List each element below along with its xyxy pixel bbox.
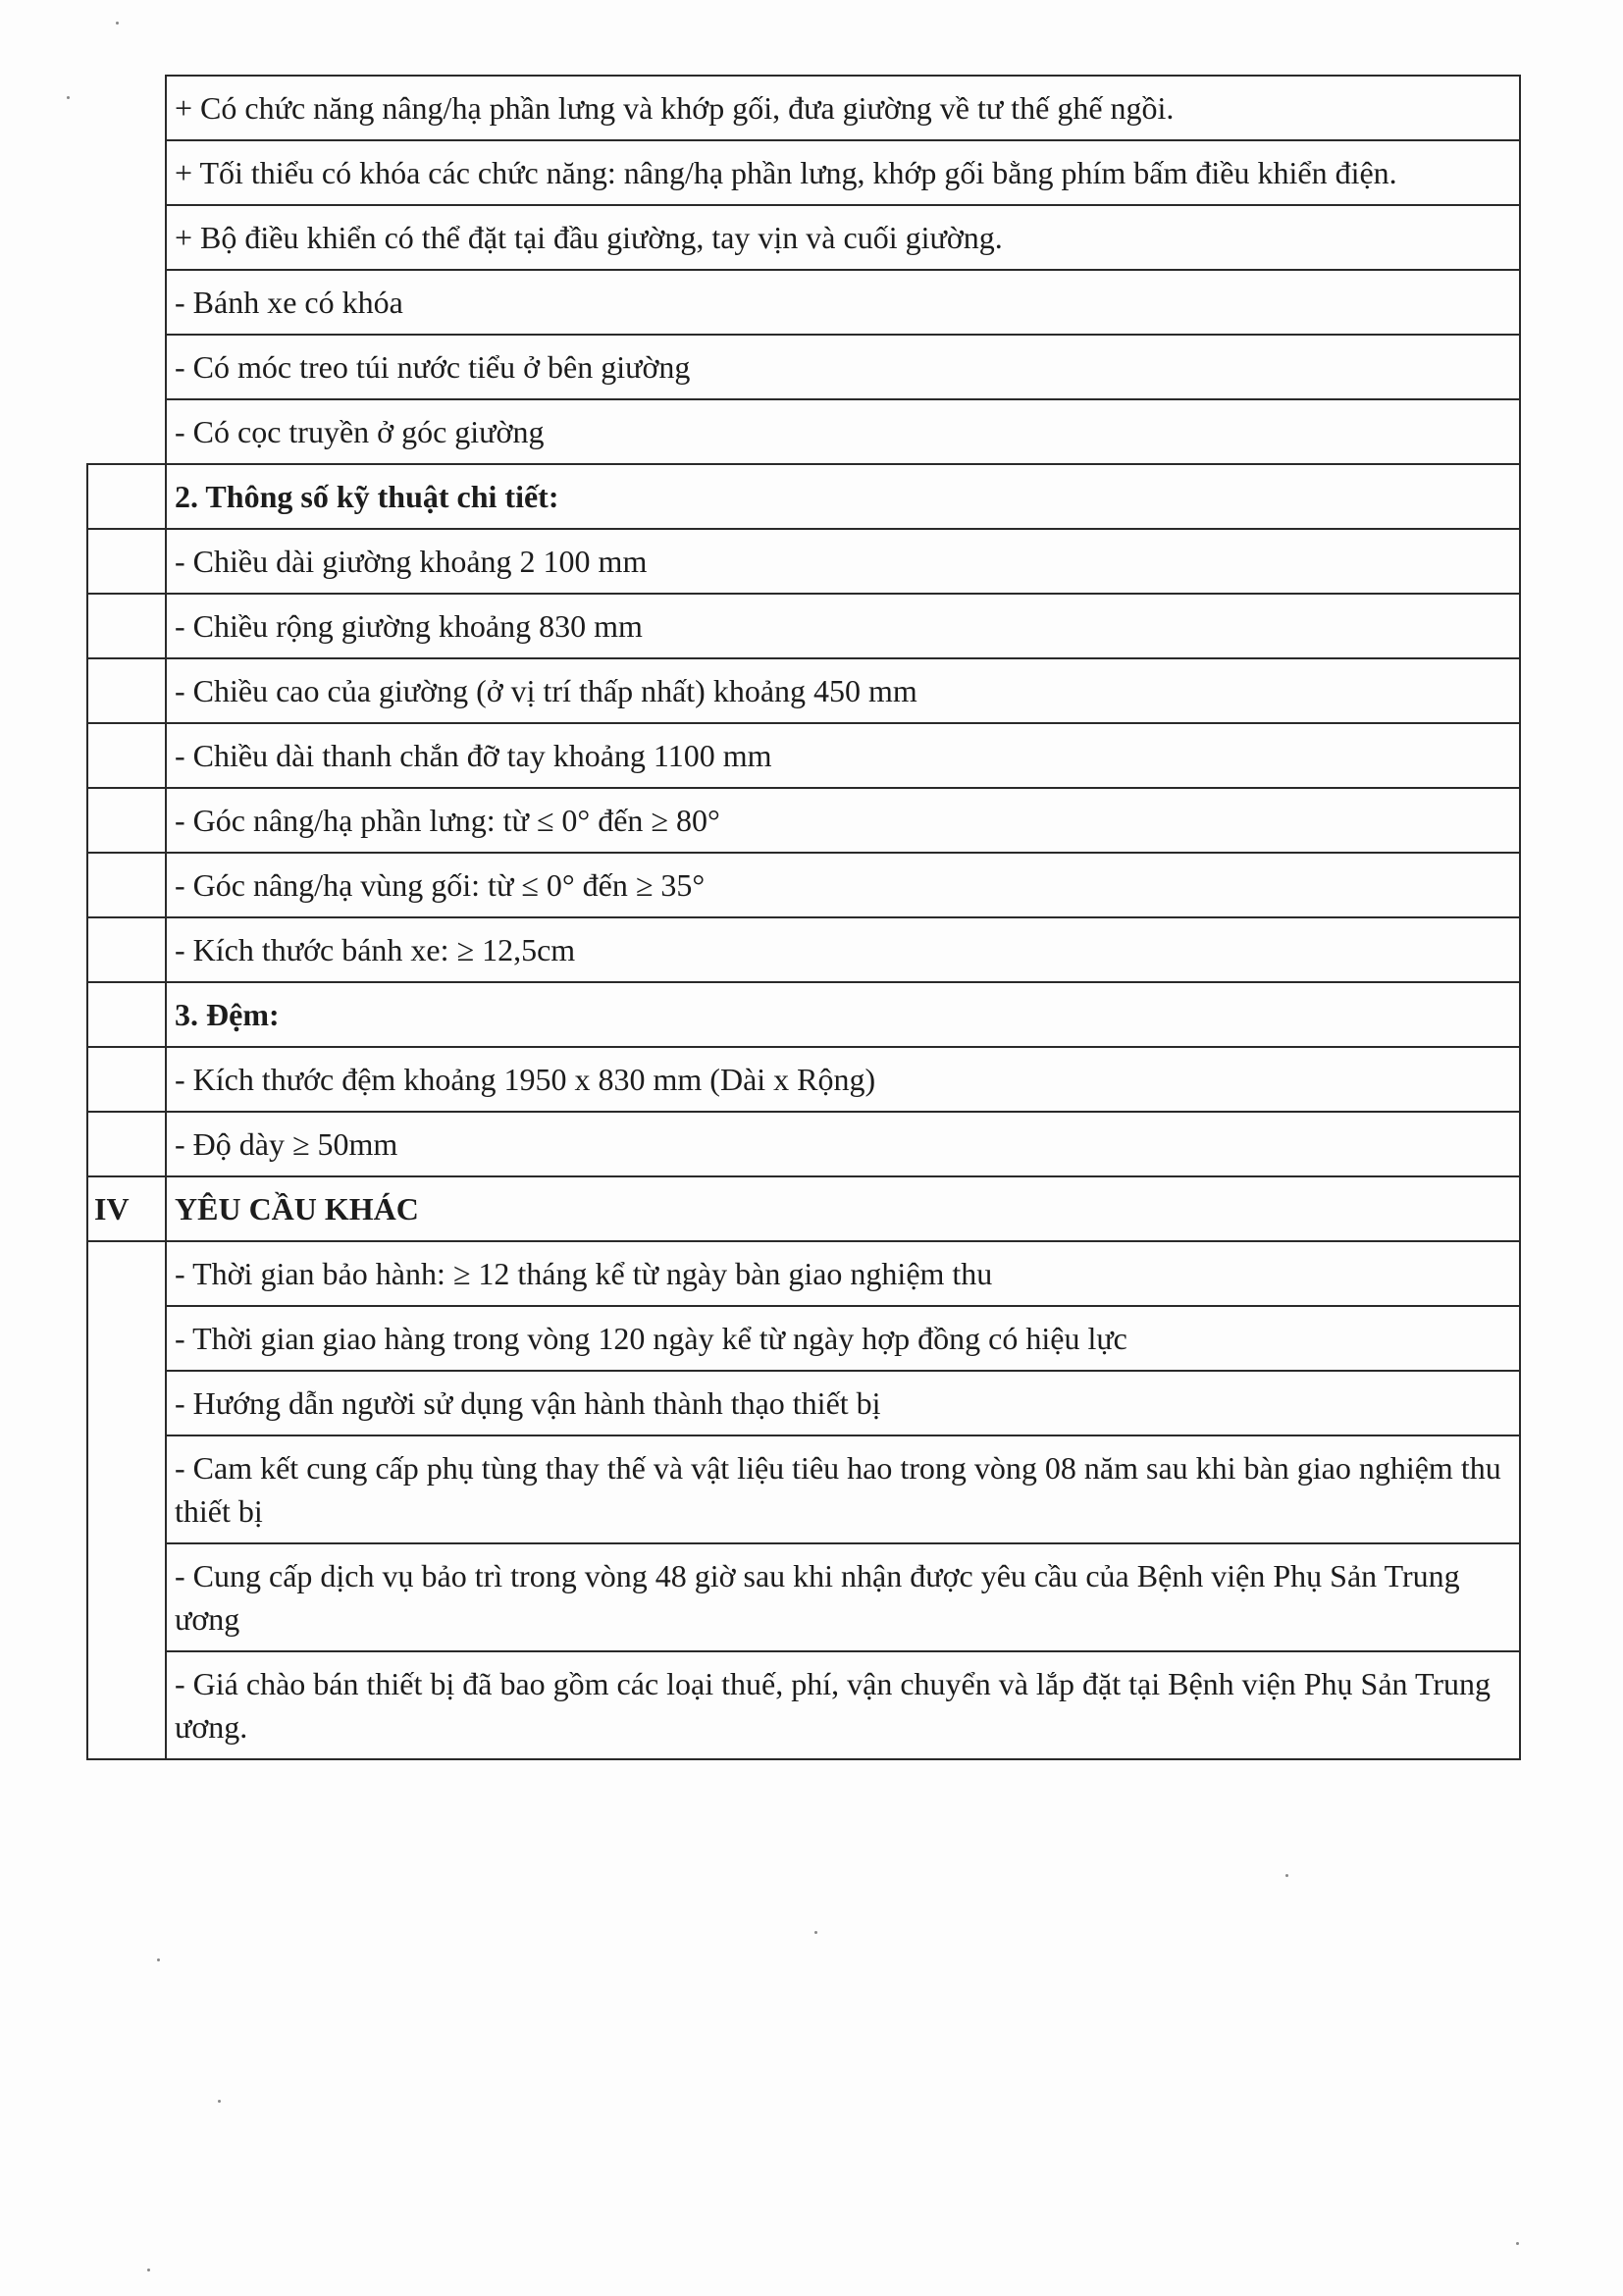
table-row bbox=[87, 205, 1520, 270]
requirement-cell: - Cung cấp dịch vụ bảo trì trong vòng 48 giờ sau khi nhận được yêu cầu của Bệnh viện Phụ Sản Trung ương bbox=[166, 1543, 1520, 1651]
row-number-cell bbox=[87, 335, 166, 399]
row-number-cell bbox=[87, 1241, 166, 1306]
table-row bbox=[87, 1435, 1520, 1543]
section-heading-cell: YÊU CẦU KHÁC bbox=[166, 1176, 1520, 1241]
requirement-cell: - Có cọc truyền ở góc giường bbox=[166, 399, 1520, 464]
requirement-cell: - Kích thước bánh xe: ≥ 12,5cm bbox=[166, 917, 1520, 982]
row-number-cell bbox=[87, 853, 166, 917]
table-row bbox=[87, 658, 1520, 723]
requirement-cell: + Có chức năng nâng/hạ phần lưng và khớp gối, đưa giường về tư thế ghế ngồi. bbox=[166, 76, 1520, 140]
requirement-cell: - Giá chào bán thiết bị đã bao gồm các loại thuế, phí, vận chuyển và lắp đặt tại Bệnh viện Phụ Sản Trung ương. bbox=[166, 1651, 1520, 1759]
specification-table bbox=[86, 75, 1521, 1760]
table-row bbox=[87, 76, 1520, 140]
row-number-cell bbox=[87, 658, 166, 723]
row-number-cell bbox=[87, 464, 166, 529]
section-heading-cell: 3. Đệm: bbox=[166, 982, 1520, 1047]
row-number-cell: IV bbox=[87, 1176, 166, 1241]
scan-speck bbox=[116, 22, 119, 25]
row-number-cell bbox=[87, 982, 166, 1047]
section-heading-cell: 2. Thông số kỹ thuật chi tiết: bbox=[166, 464, 1520, 529]
table-row bbox=[87, 982, 1520, 1047]
row-number-cell bbox=[87, 140, 166, 205]
table-row bbox=[87, 1047, 1520, 1112]
row-number-cell bbox=[87, 1112, 166, 1176]
table-row bbox=[87, 464, 1520, 529]
table-row bbox=[87, 1306, 1520, 1371]
row-number-cell bbox=[87, 1435, 166, 1543]
requirement-cell: - Góc nâng/hạ phần lưng: từ ≤ 0° đến ≥ 80° bbox=[166, 788, 1520, 853]
requirement-cell: - Kích thước đệm khoảng 1950 x 830 mm (Dài x Rộng) bbox=[166, 1047, 1520, 1112]
table-row bbox=[87, 335, 1520, 399]
requirement-cell: - Thời gian giao hàng trong vòng 120 ngày kể từ ngày hợp đồng có hiệu lực bbox=[166, 1306, 1520, 1371]
scan-speck bbox=[147, 2269, 150, 2271]
table-row bbox=[87, 917, 1520, 982]
requirement-cell: - Chiều rộng giường khoảng 830 mm bbox=[166, 594, 1520, 658]
requirement-cell: - Chiều cao của giường (ở vị trí thấp nhất) khoảng 450 mm bbox=[166, 658, 1520, 723]
row-number-cell bbox=[87, 399, 166, 464]
row-number-cell bbox=[87, 917, 166, 982]
row-number-cell bbox=[87, 723, 166, 788]
row-number-cell bbox=[87, 76, 166, 140]
row-number-cell bbox=[87, 529, 166, 594]
table-row bbox=[87, 140, 1520, 205]
requirement-cell: - Góc nâng/hạ vùng gối: từ ≤ 0° đến ≥ 35° bbox=[166, 853, 1520, 917]
row-number-cell bbox=[87, 270, 166, 335]
scan-speck bbox=[218, 2100, 221, 2103]
table-row bbox=[87, 1112, 1520, 1176]
row-number-cell bbox=[87, 1306, 166, 1371]
row-number-cell bbox=[87, 205, 166, 270]
requirement-cell: - Chiều dài thanh chắn đỡ tay khoảng 1100 mm bbox=[166, 723, 1520, 788]
table-row bbox=[87, 529, 1520, 594]
requirement-cell: - Bánh xe có khóa bbox=[166, 270, 1520, 335]
table-row bbox=[87, 399, 1520, 464]
scan-speck bbox=[1516, 2242, 1519, 2245]
scan-speck bbox=[67, 96, 70, 99]
scan-speck bbox=[814, 1931, 817, 1934]
requirement-cell: - Cam kết cung cấp phụ tùng thay thế và vật liệu tiêu hao trong vòng 08 năm sau khi bàn giao nghiệm thu thiết bị bbox=[166, 1435, 1520, 1543]
specification-rows bbox=[87, 76, 1520, 1759]
row-number-cell bbox=[87, 1651, 166, 1759]
row-number-cell bbox=[87, 1047, 166, 1112]
row-number-cell bbox=[87, 1543, 166, 1651]
requirement-cell: - Độ dày ≥ 50mm bbox=[166, 1112, 1520, 1176]
row-number-cell bbox=[87, 1371, 166, 1435]
table-row bbox=[87, 1241, 1520, 1306]
table-row bbox=[87, 853, 1520, 917]
table-row bbox=[87, 594, 1520, 658]
row-number-cell bbox=[87, 594, 166, 658]
scan-speck bbox=[1285, 1874, 1288, 1877]
table-row bbox=[87, 1543, 1520, 1651]
table-row bbox=[87, 788, 1520, 853]
table-row bbox=[87, 1176, 1520, 1241]
requirement-cell: - Có móc treo túi nước tiểu ở bên giường bbox=[166, 335, 1520, 399]
requirement-cell: - Chiều dài giường khoảng 2 100 mm bbox=[166, 529, 1520, 594]
requirement-cell: - Thời gian bảo hành: ≥ 12 tháng kể từ ngày bàn giao nghiệm thu bbox=[166, 1241, 1520, 1306]
table-row bbox=[87, 723, 1520, 788]
table-row bbox=[87, 270, 1520, 335]
requirement-cell: - Hướng dẫn người sử dụng vận hành thành thạo thiết bị bbox=[166, 1371, 1520, 1435]
scan-speck bbox=[157, 1958, 160, 1961]
requirement-cell: + Tối thiểu có khóa các chức năng: nâng/hạ phần lưng, khớp gối bằng phím bấm điều khiển điện. bbox=[166, 140, 1520, 205]
requirement-cell: + Bộ điều khiển có thể đặt tại đầu giường, tay vịn và cuối giường. bbox=[166, 205, 1520, 270]
row-number-cell bbox=[87, 788, 166, 853]
table-row bbox=[87, 1651, 1520, 1759]
table-row bbox=[87, 1371, 1520, 1435]
